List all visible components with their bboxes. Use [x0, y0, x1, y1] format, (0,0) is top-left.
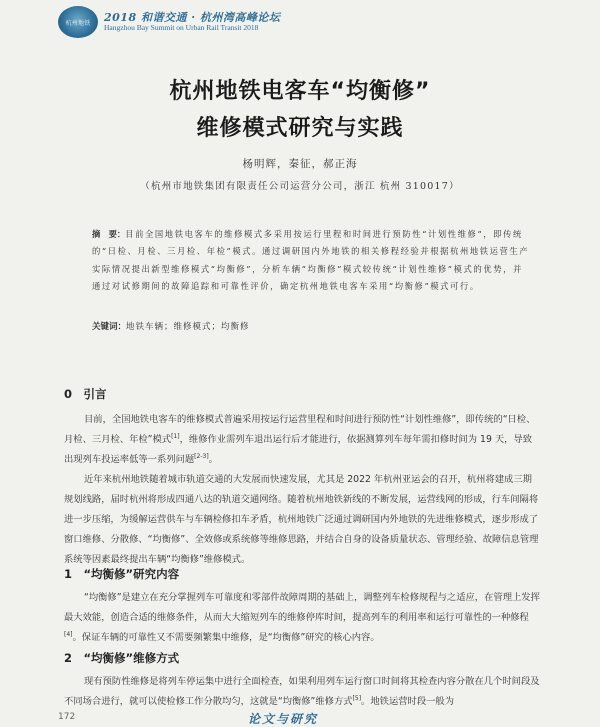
citation: [4]: [64, 630, 73, 638]
s1-p1-text-a: “均衡修”是建立在充分掌握列车可靠度和零部件故障周期的基础上，调整列车检修规程与之适应，在管理上发挥最大效能，创造合适的维修条件，从而大大缩短列车的维修停库时间，提高列车的利用率和运行可靠性的一种修程: [64, 592, 540, 623]
section-0-paragraph-2: 近年来杭州地铁随着城市轨道交通的大发展而快速发展，尤其是 2022 年杭州亚运会的召开，杭州将建成三期规划线路，届时杭州将形成四通八达的轨道交通网络。随着杭州地铁新线的不断发展，运营线网的形成，行车间隔将进一步压缩，为缓解运营供车与车辆检修扣车矛盾，杭州地铁广泛通过调研国内外地铁的先进维修模式，逐步形成了窗口维修、分散修、“均衡修”、全效修或系统修等维修思路，并结合自身的设备质量状态、管理经验、故障信息管理系统等因素最终提出车辆“均衡修”维修模式。: [64, 474, 539, 565]
conference-header: [58, 6, 280, 38]
page-number: 172: [58, 712, 76, 722]
conference-logo: 杭州地铁: [58, 6, 98, 38]
affiliation: （杭州市地铁集团有限责任公司运营分公司，浙江 杭州 310017）: [140, 181, 460, 192]
section-1-paragraph-1: [64, 588, 540, 648]
section-0-heading: 0 引言: [64, 387, 107, 401]
header-english: Hangzhou Bay Summit on Urban Rail Transit 2018: [104, 22, 259, 32]
citation: [1]: [171, 432, 180, 440]
paper-title-line1: 杭州地铁电客车“均衡修”: [169, 79, 431, 104]
section-2-paragraph-1: [64, 672, 540, 712]
footer-title: 论文与研究: [248, 712, 319, 726]
s0-p1-text-a: 目前，全国地铁电客车的维修模式普遍采用按运行运营里程和时间进行预防性“计划性维修”，即传统的“日检、月检、三月检、年检”模式: [64, 414, 536, 445]
s2-p1-text-a: 现有预防性维修是将列车停运集中进行全面检查，如果利用列车运行窗口时间将其检查内容分散在几个时间段及不同场合进行，就可以使检修工作分散均匀，这就是“均衡修”维修方式: [64, 676, 540, 707]
abstract-text: 目前全国地铁电客车的维修模式多采用按运行里程和时间进行预防性“计划性维修”，即传统的“日检、月检、三月检、年检”模式。通过调研国内外地铁的相关修程经验并根据杭州地铁运营生产实际情况提出新型维修模式“均衡修”，分析车辆“均衡修”模式较传统“计划性维修”模式的优势，并通过对试修期间的故障追踪和可靠性评价，确定杭州地铁电客车采用“均衡修”模式可行。: [92, 229, 530, 292]
header-chinese: 2018 和谐交通 · 杭州湾高峰论坛: [104, 10, 281, 24]
citation: [2-3]: [194, 452, 209, 460]
keywords-text: 地铁车辆；维修模式；均衡修: [126, 322, 250, 332]
header-text: [104, 12, 280, 32]
s0-p1-text-b: ，维修作业需列车退出运行后才能进行，依据测算列车每年需扣修时间为 19 天，导致出现列车投运率低等一系列问题: [64, 434, 533, 465]
s0-p1-text-c: 。: [208, 454, 218, 465]
s2-p1-text-b: 。地铁运营时段一般为: [361, 696, 455, 707]
section-2-heading: 2 “均衡修”维修方式: [64, 651, 180, 665]
abstract-label: 摘 要：: [92, 229, 126, 239]
keywords: [92, 320, 532, 332]
abstract: [92, 226, 532, 296]
citation: [5]: [352, 694, 362, 702]
section-0-paragraph-1: [64, 410, 540, 470]
paper-title-line2: 维修模式研究与实践: [196, 116, 404, 141]
authors: 杨明辉，秦征，郝正海: [242, 158, 358, 170]
section-1-heading: 1 “均衡修”研究内容: [64, 567, 180, 581]
page-footer: [58, 712, 558, 724]
s1-p1-text-b: 。保证车辆的可靠性又不需要频繁集中维修，是“均衡修”研究的核心内容。: [72, 632, 380, 643]
keywords-label: 关键词：: [92, 322, 127, 332]
